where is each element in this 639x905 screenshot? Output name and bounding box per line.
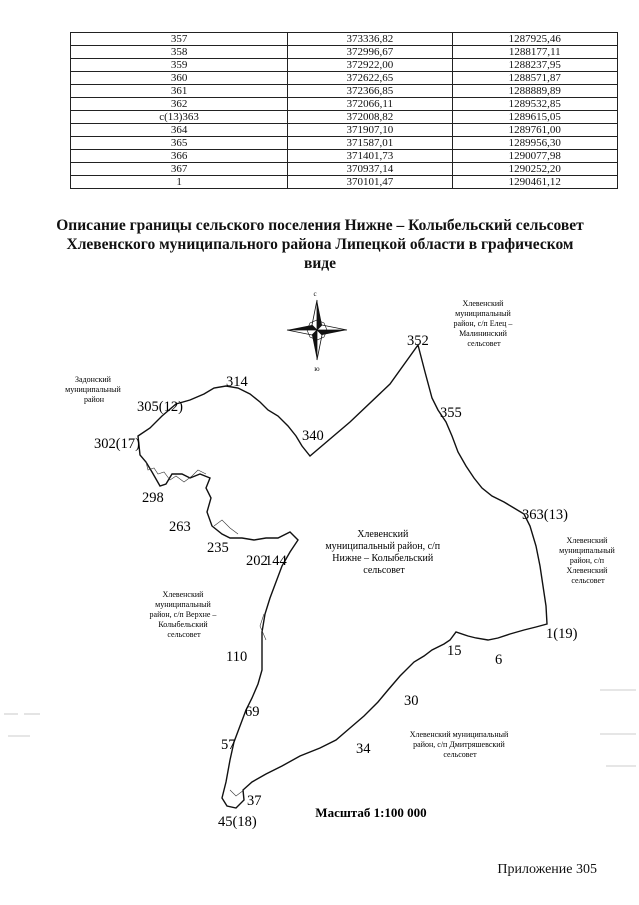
- y-coordinate-cell: 1289532,85: [452, 98, 617, 111]
- point-label: 69: [245, 704, 260, 720]
- point-label: 202: [246, 553, 268, 569]
- point-label: 298: [142, 490, 164, 506]
- point-label: 45(18): [218, 814, 257, 830]
- compass-north-label: с: [313, 290, 317, 298]
- x-coordinate-cell: 372008,82: [288, 111, 452, 124]
- y-coordinate-cell: 1290077,98: [452, 150, 617, 163]
- appendix-label: Приложение 305: [497, 862, 597, 877]
- x-coordinate-cell: 372996,67: [288, 46, 452, 59]
- y-coordinate-cell: 1288177,11: [452, 46, 617, 59]
- scan-marks: [4, 690, 636, 766]
- point-label: 30: [404, 693, 419, 709]
- point-label: 314: [226, 374, 248, 390]
- point-label: 1(19): [546, 626, 578, 642]
- x-coordinate-cell: 372622,65: [288, 72, 452, 85]
- point-label: 352: [407, 333, 429, 349]
- point-label: 340: [302, 428, 324, 444]
- scale-label: Масштаб 1:100 000: [315, 805, 427, 820]
- title-line: Описание границы сельского поселения Нижне – Колыбельский сельсовет: [56, 217, 584, 234]
- x-coordinate-cell: 371907,10: [288, 124, 452, 137]
- x-coordinate-cell: 370937,14: [288, 163, 452, 176]
- point-number-cell: 357: [71, 33, 288, 46]
- point-number-cell: с(13)363: [71, 111, 288, 124]
- point-number-cell: 362: [71, 98, 288, 111]
- point-number-cell: 360: [71, 72, 288, 85]
- center-label: Хлевенский муниципальный район, с/п Нижне – Колыбельский сельсовет: [325, 529, 441, 576]
- y-coordinate-cell: 1290461,12: [452, 176, 617, 189]
- point-labels: [94, 333, 578, 830]
- neighbor-label-east: Хлевенский муниципальный район, с/п Хлевенский сельсовет: [559, 536, 615, 585]
- point-label: 34: [356, 741, 371, 757]
- title-line: Хлевенского муниципального района Липецкой области в графическом: [66, 236, 574, 253]
- x-coordinate-cell: 371401,73: [288, 150, 452, 163]
- x-coordinate-cell: 373336,82: [288, 33, 452, 46]
- neighbor-label-verkhne: Хлевенский муниципальный район, с/п Верхне – Колыбельский сельсовет: [149, 590, 217, 639]
- neighbor-label-zadonsky: Задонский муниципальный район: [65, 375, 121, 404]
- point-number-cell: 366: [71, 150, 288, 163]
- point-label: 235: [207, 540, 229, 556]
- point-label: 355: [440, 405, 462, 421]
- y-coordinate-cell: 1290252,20: [452, 163, 617, 176]
- x-coordinate-cell: 372066,11: [288, 98, 452, 111]
- y-coordinate-cell: 1288237,95: [452, 59, 617, 72]
- point-label: 57: [221, 737, 236, 753]
- y-coordinate-cell: 1289761,00: [452, 124, 617, 137]
- compass-icon: [287, 290, 347, 373]
- boundary-line-detail: [146, 462, 266, 796]
- neighbor-labels: [65, 299, 617, 759]
- point-number-cell: 365: [71, 137, 288, 150]
- point-number-cell: 359: [71, 59, 288, 72]
- neighbor-label-north: Хлевенский муниципальный район, с/п Елец – Малининский сельсовет: [453, 299, 513, 348]
- x-coordinate-cell: 372922,00: [288, 59, 452, 72]
- y-coordinate-cell: 1288571,87: [452, 72, 617, 85]
- point-label: 6: [495, 652, 503, 668]
- point-label: 144: [265, 553, 287, 569]
- y-coordinate-cell: 1289615,05: [452, 111, 617, 124]
- point-label: 110: [226, 649, 248, 665]
- x-coordinate-cell: 370101,47: [288, 176, 452, 189]
- point-number-cell: 1: [71, 176, 288, 189]
- point-label: 15: [447, 643, 462, 659]
- point-number-cell: 364: [71, 124, 288, 137]
- point-label: 302(17): [94, 436, 140, 452]
- title-line: виде: [303, 255, 337, 272]
- x-coordinate-cell: 372366,85: [288, 85, 452, 98]
- y-coordinate-cell: 1288889,89: [452, 85, 617, 98]
- neighbor-label-dmitryashevsky: Хлевенский муниципальный район, с/п Дмитряшевский сельсовет: [409, 730, 509, 759]
- point-number-cell: 361: [71, 85, 288, 98]
- point-number-cell: 358: [71, 46, 288, 59]
- point-label: 305(12): [137, 399, 183, 415]
- point-number-cell: 367: [71, 163, 288, 176]
- y-coordinate-cell: 1289956,30: [452, 137, 617, 150]
- y-coordinate-cell: 1287925,46: [452, 33, 617, 46]
- compass-south-label: ю: [314, 365, 320, 373]
- x-coordinate-cell: 371587,01: [288, 137, 452, 150]
- point-label: 263: [169, 519, 191, 535]
- point-label: 363(13): [522, 507, 568, 523]
- point-label: 37: [247, 793, 262, 809]
